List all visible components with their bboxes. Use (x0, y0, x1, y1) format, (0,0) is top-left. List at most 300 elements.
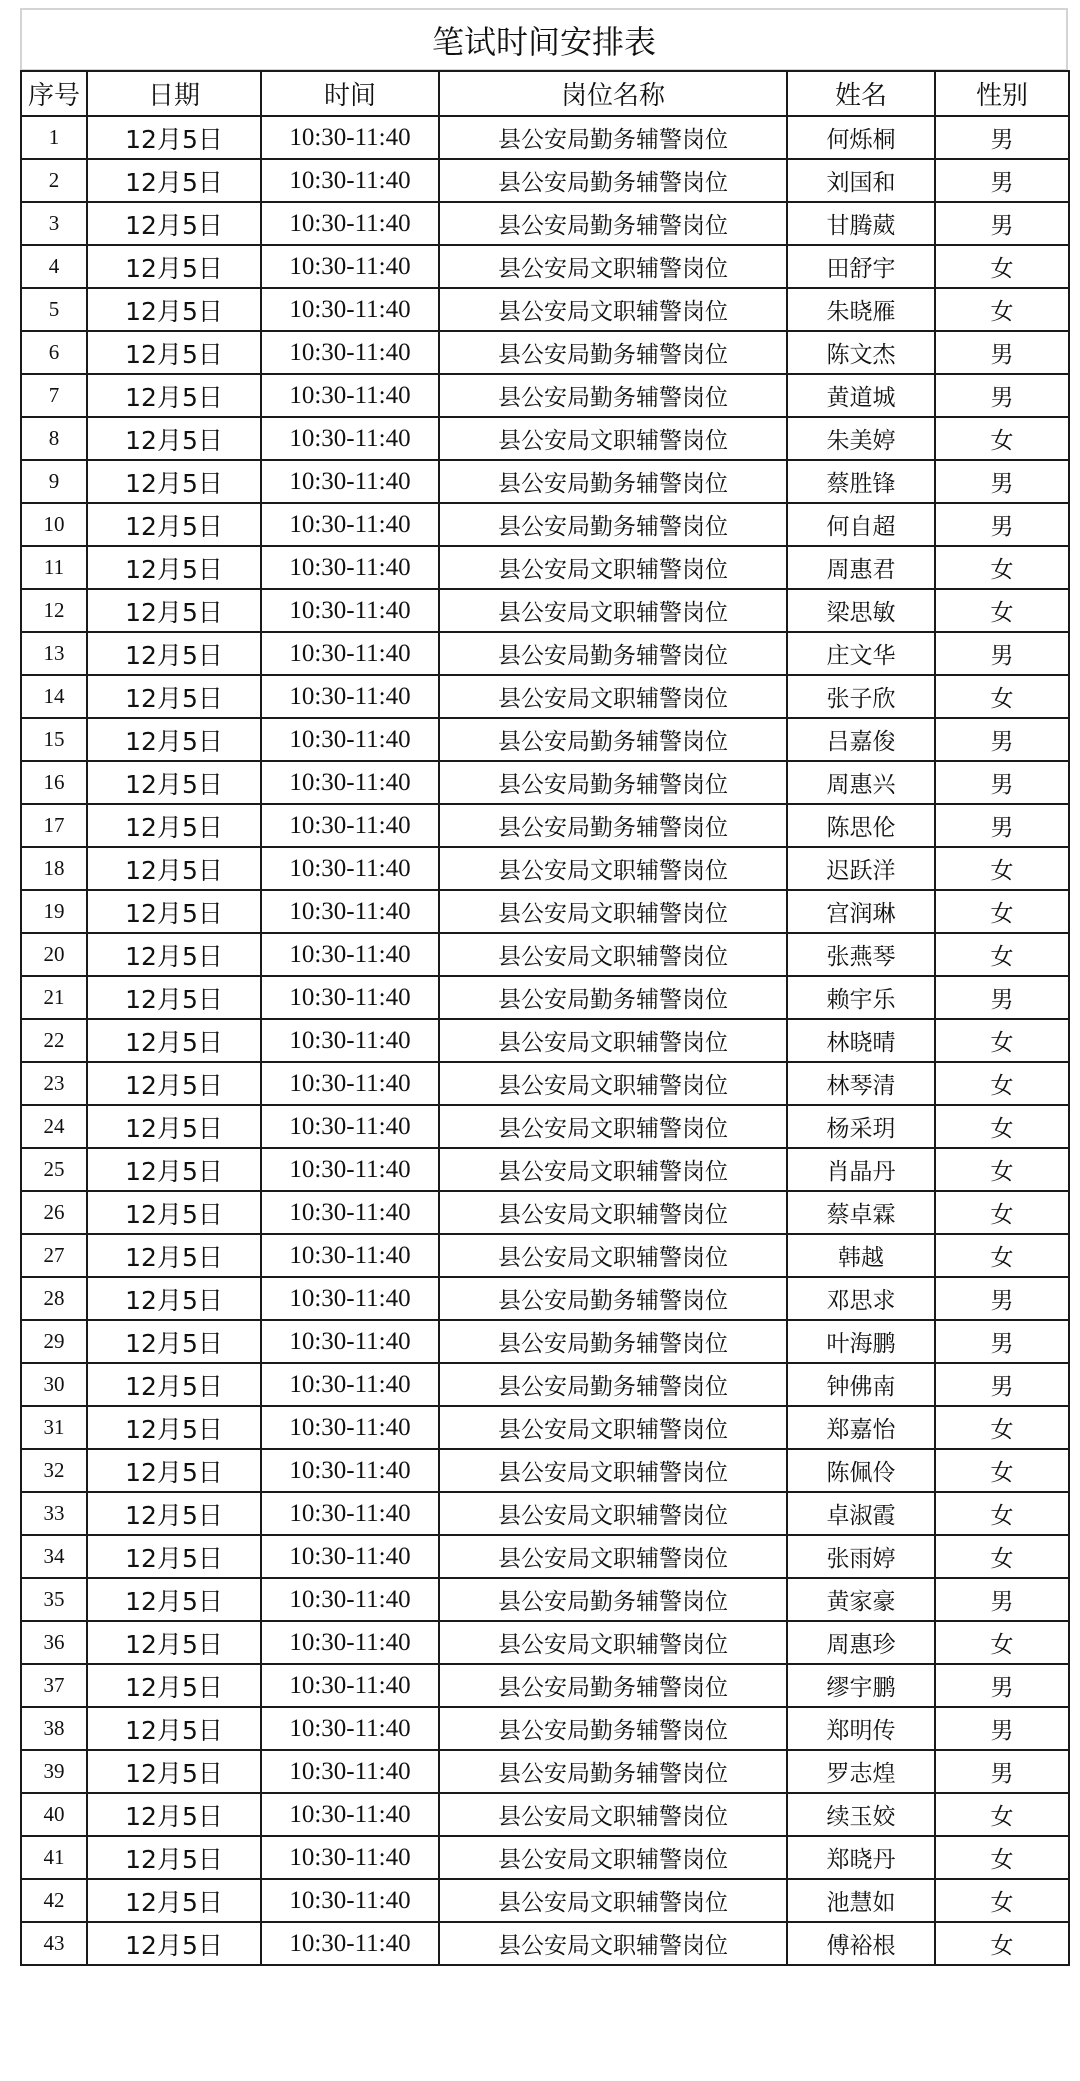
table-row (21, 288, 1069, 331)
table-row (21, 1621, 1069, 1664)
cell-gender: 女 (935, 890, 1069, 933)
table-row (21, 245, 1069, 288)
cell-position: 县公安局文职辅警岗位 (439, 847, 787, 890)
header-gender: 性别 (935, 71, 1069, 116)
cell-position: 县公安局文职辅警岗位 (439, 933, 787, 976)
table-row (21, 890, 1069, 933)
cell-position: 县公安局勤务辅警岗位 (439, 1707, 787, 1750)
cell-time: 10:30-11:40 (261, 1406, 439, 1449)
cell-time: 10:30-11:40 (261, 1105, 439, 1148)
cell-gender: 女 (935, 589, 1069, 632)
cell-seq: 22 (21, 1019, 87, 1062)
table-row (21, 1578, 1069, 1621)
table-row (21, 417, 1069, 460)
table-row (21, 847, 1069, 890)
cell-name: 刘国和 (787, 159, 935, 202)
cell-time: 10:30-11:40 (261, 202, 439, 245)
cell-name: 宫润琳 (787, 890, 935, 933)
cell-position: 县公安局文职辅警岗位 (439, 1836, 787, 1879)
header-seq: 序号 (21, 71, 87, 116)
cell-date: 12月5日 (87, 202, 261, 245)
cell-position: 县公安局文职辅警岗位 (439, 546, 787, 589)
cell-time: 10:30-11:40 (261, 546, 439, 589)
cell-time: 10:30-11:40 (261, 159, 439, 202)
cell-time: 10:30-11:40 (261, 1707, 439, 1750)
cell-seq: 12 (21, 589, 87, 632)
table-row (21, 1363, 1069, 1406)
cell-time: 10:30-11:40 (261, 1664, 439, 1707)
cell-seq: 7 (21, 374, 87, 417)
cell-name: 甘腾葳 (787, 202, 935, 245)
cell-date: 12月5日 (87, 847, 261, 890)
table-row (21, 1449, 1069, 1492)
cell-name: 杨采玥 (787, 1105, 935, 1148)
cell-date: 12月5日 (87, 374, 261, 417)
cell-seq: 5 (21, 288, 87, 331)
cell-time: 10:30-11:40 (261, 245, 439, 288)
table-row (21, 159, 1069, 202)
table-row (21, 933, 1069, 976)
cell-date: 12月5日 (87, 1105, 261, 1148)
cell-position: 县公安局文职辅警岗位 (439, 1148, 787, 1191)
cell-name: 陈佩伶 (787, 1449, 935, 1492)
cell-position: 县公安局文职辅警岗位 (439, 890, 787, 933)
table-row (21, 1707, 1069, 1750)
table-row (21, 632, 1069, 675)
table-row (21, 1105, 1069, 1148)
cell-name: 傅裕根 (787, 1922, 935, 1965)
cell-seq: 21 (21, 976, 87, 1019)
cell-time: 10:30-11:40 (261, 933, 439, 976)
cell-date: 12月5日 (87, 890, 261, 933)
cell-gender: 女 (935, 1793, 1069, 1836)
table-row (21, 202, 1069, 245)
cell-position: 县公安局勤务辅警岗位 (439, 718, 787, 761)
cell-gender: 女 (935, 1191, 1069, 1234)
cell-time: 10:30-11:40 (261, 1449, 439, 1492)
cell-date: 12月5日 (87, 1320, 261, 1363)
cell-date: 12月5日 (87, 331, 261, 374)
cell-name: 田舒宇 (787, 245, 935, 288)
cell-time: 10:30-11:40 (261, 1621, 439, 1664)
cell-date: 12月5日 (87, 976, 261, 1019)
cell-name: 黄道城 (787, 374, 935, 417)
cell-gender: 女 (935, 1922, 1069, 1965)
cell-name: 庄文华 (787, 632, 935, 675)
cell-position: 县公安局勤务辅警岗位 (439, 632, 787, 675)
cell-position: 县公安局文职辅警岗位 (439, 589, 787, 632)
cell-gender: 女 (935, 1148, 1069, 1191)
cell-date: 12月5日 (87, 1621, 261, 1664)
cell-time: 10:30-11:40 (261, 976, 439, 1019)
cell-name: 林琴清 (787, 1062, 935, 1105)
cell-gender: 男 (935, 1320, 1069, 1363)
cell-seq: 42 (21, 1879, 87, 1922)
header-position: 岗位名称 (439, 71, 787, 116)
cell-date: 12月5日 (87, 1062, 261, 1105)
cell-seq: 23 (21, 1062, 87, 1105)
cell-gender: 女 (935, 1492, 1069, 1535)
cell-seq: 6 (21, 331, 87, 374)
cell-time: 10:30-11:40 (261, 890, 439, 933)
table-row (21, 1277, 1069, 1320)
table-header-row (21, 71, 1069, 116)
cell-gender: 女 (935, 847, 1069, 890)
cell-time: 10:30-11:40 (261, 1062, 439, 1105)
cell-time: 10:30-11:40 (261, 1234, 439, 1277)
cell-time: 10:30-11:40 (261, 589, 439, 632)
cell-position: 县公安局勤务辅警岗位 (439, 1664, 787, 1707)
cell-gender: 男 (935, 1750, 1069, 1793)
table-row (21, 1750, 1069, 1793)
cell-gender: 男 (935, 1664, 1069, 1707)
cell-gender: 女 (935, 417, 1069, 460)
cell-gender: 男 (935, 804, 1069, 847)
cell-date: 12月5日 (87, 675, 261, 718)
cell-date: 12月5日 (87, 159, 261, 202)
cell-time: 10:30-11:40 (261, 632, 439, 675)
cell-name: 张燕琴 (787, 933, 935, 976)
cell-position: 县公安局文职辅警岗位 (439, 1019, 787, 1062)
cell-date: 12月5日 (87, 1363, 261, 1406)
cell-time: 10:30-11:40 (261, 503, 439, 546)
cell-seq: 19 (21, 890, 87, 933)
cell-name: 郑明传 (787, 1707, 935, 1750)
cell-seq: 39 (21, 1750, 87, 1793)
cell-date: 12月5日 (87, 1879, 261, 1922)
table-row (21, 1836, 1069, 1879)
cell-seq: 27 (21, 1234, 87, 1277)
cell-name: 钟佛南 (787, 1363, 935, 1406)
cell-gender: 女 (935, 675, 1069, 718)
cell-name: 邓思求 (787, 1277, 935, 1320)
cell-time: 10:30-11:40 (261, 1879, 439, 1922)
table-row (21, 1664, 1069, 1707)
cell-gender: 女 (935, 546, 1069, 589)
cell-position: 县公安局文职辅警岗位 (439, 675, 787, 718)
cell-seq: 13 (21, 632, 87, 675)
cell-gender: 男 (935, 976, 1069, 1019)
cell-gender: 男 (935, 374, 1069, 417)
cell-name: 朱晓雁 (787, 288, 935, 331)
cell-gender: 女 (935, 1105, 1069, 1148)
cell-position: 县公安局勤务辅警岗位 (439, 1750, 787, 1793)
table-row (21, 976, 1069, 1019)
cell-time: 10:30-11:40 (261, 417, 439, 460)
cell-position: 县公安局文职辅警岗位 (439, 1535, 787, 1578)
header-date: 日期 (87, 71, 261, 116)
cell-seq: 38 (21, 1707, 87, 1750)
cell-gender: 女 (935, 288, 1069, 331)
cell-gender: 女 (935, 1234, 1069, 1277)
cell-gender: 女 (935, 1879, 1069, 1922)
cell-name: 何烁桐 (787, 116, 935, 159)
cell-gender: 女 (935, 1836, 1069, 1879)
cell-date: 12月5日 (87, 632, 261, 675)
cell-date: 12月5日 (87, 1750, 261, 1793)
schedule-sheet (20, 8, 1068, 1966)
cell-name: 陈文杰 (787, 331, 935, 374)
cell-name: 周惠兴 (787, 761, 935, 804)
cell-date: 12月5日 (87, 460, 261, 503)
cell-position: 县公安局文职辅警岗位 (439, 1621, 787, 1664)
table-row (21, 460, 1069, 503)
cell-seq: 11 (21, 546, 87, 589)
cell-name: 迟跃洋 (787, 847, 935, 890)
table-row (21, 374, 1069, 417)
cell-gender: 男 (935, 1363, 1069, 1406)
cell-position: 县公安局勤务辅警岗位 (439, 503, 787, 546)
table-row (21, 804, 1069, 847)
cell-seq: 10 (21, 503, 87, 546)
cell-name: 叶海鹏 (787, 1320, 935, 1363)
cell-date: 12月5日 (87, 288, 261, 331)
cell-date: 12月5日 (87, 1922, 261, 1965)
cell-date: 12月5日 (87, 804, 261, 847)
cell-seq: 40 (21, 1793, 87, 1836)
cell-gender: 女 (935, 1019, 1069, 1062)
cell-gender: 女 (935, 1062, 1069, 1105)
cell-name: 罗志煌 (787, 1750, 935, 1793)
cell-position: 县公安局文职辅警岗位 (439, 417, 787, 460)
cell-seq: 16 (21, 761, 87, 804)
cell-seq: 26 (21, 1191, 87, 1234)
cell-date: 12月5日 (87, 1191, 261, 1234)
cell-position: 县公安局文职辅警岗位 (439, 1922, 787, 1965)
header-time: 时间 (261, 71, 439, 116)
cell-name: 周惠君 (787, 546, 935, 589)
cell-time: 10:30-11:40 (261, 718, 439, 761)
table-row (21, 1535, 1069, 1578)
cell-date: 12月5日 (87, 503, 261, 546)
cell-time: 10:30-11:40 (261, 804, 439, 847)
cell-time: 10:30-11:40 (261, 460, 439, 503)
cell-gender: 女 (935, 245, 1069, 288)
cell-position: 县公安局勤务辅警岗位 (439, 116, 787, 159)
cell-time: 10:30-11:40 (261, 1578, 439, 1621)
cell-seq: 30 (21, 1363, 87, 1406)
table-row (21, 761, 1069, 804)
cell-time: 10:30-11:40 (261, 1363, 439, 1406)
cell-position: 县公安局文职辅警岗位 (439, 1879, 787, 1922)
cell-name: 卓淑霞 (787, 1492, 935, 1535)
cell-position: 县公安局勤务辅警岗位 (439, 159, 787, 202)
cell-name: 池慧如 (787, 1879, 935, 1922)
cell-time: 10:30-11:40 (261, 1750, 439, 1793)
cell-time: 10:30-11:40 (261, 374, 439, 417)
cell-gender: 女 (935, 1449, 1069, 1492)
cell-time: 10:30-11:40 (261, 288, 439, 331)
cell-seq: 37 (21, 1664, 87, 1707)
cell-seq: 8 (21, 417, 87, 460)
cell-name: 蔡胜锋 (787, 460, 935, 503)
cell-position: 县公安局文职辅警岗位 (439, 1191, 787, 1234)
cell-gender: 男 (935, 460, 1069, 503)
cell-gender: 男 (935, 1707, 1069, 1750)
cell-name: 赖宇乐 (787, 976, 935, 1019)
cell-gender: 男 (935, 331, 1069, 374)
cell-position: 县公安局文职辅警岗位 (439, 1234, 787, 1277)
cell-date: 12月5日 (87, 1234, 261, 1277)
cell-name: 郑嘉怡 (787, 1406, 935, 1449)
cell-time: 10:30-11:40 (261, 847, 439, 890)
cell-name: 周惠珍 (787, 1621, 935, 1664)
cell-position: 县公安局勤务辅警岗位 (439, 1320, 787, 1363)
table-row (21, 675, 1069, 718)
cell-name: 韩越 (787, 1234, 935, 1277)
cell-date: 12月5日 (87, 761, 261, 804)
cell-name: 吕嘉俊 (787, 718, 935, 761)
table-row (21, 1922, 1069, 1965)
cell-date: 12月5日 (87, 1449, 261, 1492)
cell-date: 12月5日 (87, 1793, 261, 1836)
cell-seq: 25 (21, 1148, 87, 1191)
cell-position: 县公安局勤务辅警岗位 (439, 374, 787, 417)
cell-seq: 17 (21, 804, 87, 847)
cell-position: 县公安局文职辅警岗位 (439, 288, 787, 331)
cell-seq: 15 (21, 718, 87, 761)
table-row (21, 1019, 1069, 1062)
cell-gender: 男 (935, 202, 1069, 245)
cell-time: 10:30-11:40 (261, 1019, 439, 1062)
cell-gender: 女 (935, 1406, 1069, 1449)
cell-time: 10:30-11:40 (261, 1492, 439, 1535)
cell-time: 10:30-11:40 (261, 1793, 439, 1836)
schedule-table (20, 70, 1070, 1966)
cell-time: 10:30-11:40 (261, 1320, 439, 1363)
cell-gender: 女 (935, 933, 1069, 976)
cell-seq: 2 (21, 159, 87, 202)
table-row (21, 1793, 1069, 1836)
cell-position: 县公安局文职辅警岗位 (439, 1062, 787, 1105)
table-row (21, 1148, 1069, 1191)
cell-date: 12月5日 (87, 1535, 261, 1578)
cell-name: 陈思伦 (787, 804, 935, 847)
table-row (21, 1406, 1069, 1449)
cell-seq: 41 (21, 1836, 87, 1879)
cell-position: 县公安局勤务辅警岗位 (439, 331, 787, 374)
cell-date: 12月5日 (87, 1492, 261, 1535)
cell-date: 12月5日 (87, 1664, 261, 1707)
cell-name: 缪宇鹏 (787, 1664, 935, 1707)
cell-time: 10:30-11:40 (261, 1836, 439, 1879)
cell-seq: 20 (21, 933, 87, 976)
table-row (21, 1191, 1069, 1234)
table-row (21, 589, 1069, 632)
cell-date: 12月5日 (87, 1277, 261, 1320)
table-body (21, 116, 1069, 1965)
table-row (21, 503, 1069, 546)
table-row (21, 1062, 1069, 1105)
cell-seq: 28 (21, 1277, 87, 1320)
cell-date: 12月5日 (87, 589, 261, 632)
cell-name: 肖晶丹 (787, 1148, 935, 1191)
cell-gender: 女 (935, 1535, 1069, 1578)
table-row (21, 116, 1069, 159)
cell-date: 12月5日 (87, 546, 261, 589)
cell-date: 12月5日 (87, 1836, 261, 1879)
cell-gender: 男 (935, 116, 1069, 159)
cell-position: 县公安局文职辅警岗位 (439, 245, 787, 288)
cell-time: 10:30-11:40 (261, 1277, 439, 1320)
cell-gender: 男 (935, 718, 1069, 761)
cell-gender: 男 (935, 761, 1069, 804)
cell-time: 10:30-11:40 (261, 761, 439, 804)
table-row (21, 718, 1069, 761)
cell-seq: 33 (21, 1492, 87, 1535)
cell-position: 县公安局勤务辅警岗位 (439, 460, 787, 503)
cell-time: 10:30-11:40 (261, 331, 439, 374)
table-row (21, 1234, 1069, 1277)
cell-date: 12月5日 (87, 116, 261, 159)
cell-seq: 1 (21, 116, 87, 159)
cell-date: 12月5日 (87, 718, 261, 761)
cell-gender: 女 (935, 1621, 1069, 1664)
cell-seq: 43 (21, 1922, 87, 1965)
table-row (21, 1320, 1069, 1363)
cell-date: 12月5日 (87, 1406, 261, 1449)
cell-seq: 34 (21, 1535, 87, 1578)
cell-position: 县公安局勤务辅警岗位 (439, 1363, 787, 1406)
cell-position: 县公安局文职辅警岗位 (439, 1406, 787, 1449)
cell-date: 12月5日 (87, 245, 261, 288)
cell-name: 何自超 (787, 503, 935, 546)
cell-gender: 男 (935, 159, 1069, 202)
table-row (21, 1492, 1069, 1535)
cell-gender: 男 (935, 503, 1069, 546)
cell-date: 12月5日 (87, 933, 261, 976)
cell-gender: 男 (935, 632, 1069, 675)
cell-position: 县公安局勤务辅警岗位 (439, 1277, 787, 1320)
cell-date: 12月5日 (87, 1707, 261, 1750)
cell-gender: 男 (935, 1578, 1069, 1621)
cell-time: 10:30-11:40 (261, 675, 439, 718)
cell-name: 续玉姣 (787, 1793, 935, 1836)
cell-position: 县公安局文职辅警岗位 (439, 1492, 787, 1535)
cell-seq: 31 (21, 1406, 87, 1449)
cell-position: 县公安局文职辅警岗位 (439, 1105, 787, 1148)
table-row (21, 1879, 1069, 1922)
cell-time: 10:30-11:40 (261, 1535, 439, 1578)
cell-seq: 14 (21, 675, 87, 718)
cell-seq: 36 (21, 1621, 87, 1664)
cell-position: 县公安局勤务辅警岗位 (439, 804, 787, 847)
cell-seq: 32 (21, 1449, 87, 1492)
cell-position: 县公安局勤务辅警岗位 (439, 202, 787, 245)
cell-name: 张子欣 (787, 675, 935, 718)
cell-position: 县公安局勤务辅警岗位 (439, 976, 787, 1019)
cell-seq: 9 (21, 460, 87, 503)
cell-position: 县公安局文职辅警岗位 (439, 1449, 787, 1492)
cell-name: 黄家豪 (787, 1578, 935, 1621)
cell-name: 蔡卓霖 (787, 1191, 935, 1234)
table-row (21, 331, 1069, 374)
cell-date: 12月5日 (87, 417, 261, 460)
cell-seq: 4 (21, 245, 87, 288)
table-row (21, 546, 1069, 589)
cell-position: 县公安局勤务辅警岗位 (439, 761, 787, 804)
cell-date: 12月5日 (87, 1578, 261, 1621)
cell-seq: 24 (21, 1105, 87, 1148)
cell-gender: 男 (935, 1277, 1069, 1320)
cell-name: 郑晓丹 (787, 1836, 935, 1879)
cell-seq: 35 (21, 1578, 87, 1621)
cell-position: 县公安局文职辅警岗位 (439, 1793, 787, 1836)
cell-date: 12月5日 (87, 1019, 261, 1062)
cell-time: 10:30-11:40 (261, 116, 439, 159)
cell-name: 张雨婷 (787, 1535, 935, 1578)
cell-position: 县公安局勤务辅警岗位 (439, 1578, 787, 1621)
